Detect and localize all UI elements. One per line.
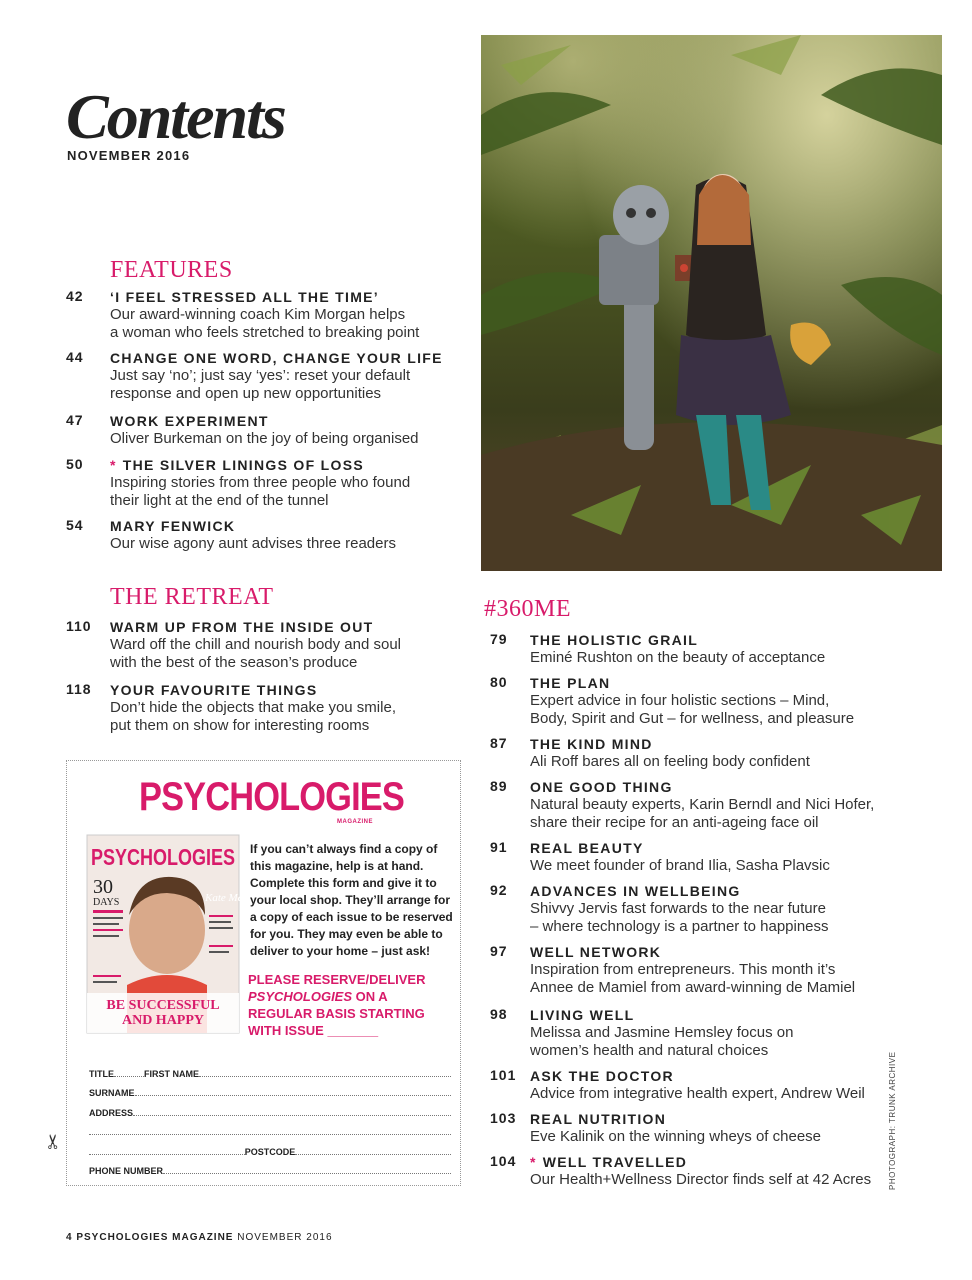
list-item[interactable] <box>66 456 410 510</box>
postcode-label: POSTCODE <box>244 1146 296 1157</box>
article-desc: a woman who feels stretched to breaking point <box>110 324 420 341</box>
article-desc: Just say ‘no’; just say ‘yes’: reset your default <box>110 367 411 384</box>
reservation-form[interactable] <box>42 760 461 1186</box>
article-desc: response and open up new opportunities <box>110 385 382 402</box>
article-desc: Ali Roff bares all on feeling body confident <box>530 753 810 770</box>
cover-masthead: PSYCHOLOGIES <box>91 844 235 870</box>
list-item[interactable] <box>490 1110 821 1146</box>
article-title: CHANGE ONE WORD, CHANGE YOUR LIFE <box>110 350 443 366</box>
feature-photo <box>481 35 942 571</box>
page-number: 50 <box>66 456 84 472</box>
page-number: 118 <box>66 681 92 697</box>
phone-field[interactable] <box>163 1173 451 1174</box>
article-title: THE HOLISTIC GRAIL <box>530 632 699 648</box>
scissors-icon: ✂ <box>42 1133 65 1150</box>
photo-credit: PHOTOGRAPH: TRUNK ARCHIVE <box>888 1051 897 1190</box>
article-desc: Don’t hide the objects that make you smile, <box>110 699 396 716</box>
article-title: WARM UP FROM THE INSIDE OUT <box>110 619 374 635</box>
cover-days-number: 30 <box>93 876 113 898</box>
list-item[interactable] <box>66 618 401 672</box>
star-icon: * <box>530 1154 537 1170</box>
article-title: REAL NUTRITION <box>530 1111 667 1127</box>
article-desc: Our Health+Wellness Director finds self at 42 Acres <box>530 1171 872 1188</box>
article-desc: Shivvy Jervis fast forwards to the near future <box>530 900 826 917</box>
page-number: 47 <box>66 412 84 428</box>
article-desc: share their recipe for an anti-ageing face oil <box>530 814 819 831</box>
page-number: 91 <box>490 839 508 855</box>
address-label: ADDRESS <box>89 1107 134 1118</box>
cover-days-label: DAYS <box>93 897 120 908</box>
phone-label: PHONE NUMBER <box>89 1166 164 1176</box>
cover-name: Kate Mara <box>205 892 253 904</box>
list-item[interactable] <box>490 1067 865 1103</box>
article-title: WELL NETWORK <box>530 944 662 960</box>
list-item[interactable] <box>66 288 419 342</box>
reserve-text: PLEASE RESERVE/DELIVER PSYCHOLOGIES ON A REGULAR BASIS STARTING WITH ISSUE _______ <box>248 972 426 1038</box>
page-number: 97 <box>490 943 508 959</box>
page-number: 104 <box>490 1153 517 1169</box>
page-number: 44 <box>66 349 84 365</box>
page-number: 103 <box>490 1110 517 1126</box>
page-number: 89 <box>490 778 508 794</box>
page-number: 110 <box>66 618 92 634</box>
page-number: 54 <box>66 517 84 533</box>
list-item[interactable] <box>490 674 854 728</box>
page-number: 4 <box>66 1232 73 1243</box>
address-field-line-3[interactable] <box>89 1154 245 1155</box>
address-field-line-2[interactable] <box>89 1134 451 1135</box>
features-heading: FEATURES <box>110 257 233 283</box>
page-number: 87 <box>490 735 508 751</box>
article-desc: – where technology is a partner to happiness <box>530 918 829 935</box>
list-item[interactable] <box>66 412 419 448</box>
list-item[interactable] <box>490 882 829 936</box>
article-title: ONE GOOD THING <box>530 779 673 795</box>
article-desc: Our award-winning coach Kim Morgan helps <box>110 306 406 323</box>
page-title: Contents <box>66 81 285 152</box>
page-number: 98 <box>490 1006 508 1022</box>
article-desc: Eminé Rushton on the beauty of acceptance <box>530 649 826 666</box>
surname-field[interactable] <box>135 1095 451 1096</box>
first-name-label: FIRST NAME <box>144 1068 199 1079</box>
form-fields <box>89 1059 451 1176</box>
article-title: LIVING WELL <box>530 1007 635 1023</box>
article-title: THE PLAN <box>530 675 611 691</box>
postcode-field[interactable] <box>295 1154 451 1155</box>
first-name-field[interactable] <box>199 1076 451 1077</box>
article-desc: Expert advice in four holistic sections – Mind, <box>530 692 830 709</box>
magazine-logo: PSYCHOLOGIES <box>139 775 404 819</box>
title-field[interactable] <box>114 1076 144 1077</box>
list-item[interactable] <box>66 681 396 735</box>
article-title: YOUR FAVOURITE THINGS <box>110 682 318 698</box>
page-number: 80 <box>490 674 508 690</box>
article-desc: their light at the end of the tunnel <box>110 492 329 509</box>
list-item[interactable] <box>66 517 396 553</box>
article-desc: Inspiring stories from three people who found <box>110 474 411 491</box>
article-desc: put them on show for interesting rooms <box>110 717 370 734</box>
magazine-cover <box>87 835 253 1033</box>
star-icon: * <box>110 457 117 473</box>
footer-date: NOVEMBER 2016 <box>237 1232 333 1243</box>
list-item[interactable] <box>490 735 810 771</box>
article-title: ASK THE DOCTOR <box>530 1068 674 1084</box>
article-desc: Advice from integrative health expert, Andrew Weil <box>530 1085 865 1102</box>
article-title: THE KIND MIND <box>530 736 653 752</box>
article-desc: We meet founder of brand Ilia, Sasha Plavsic <box>530 857 830 874</box>
list-item[interactable] <box>490 1006 793 1060</box>
article-desc: Inspiration from entrepreneurs. This month it’s <box>530 961 836 978</box>
form-intro: If you can’t always find a copy of this magazine, help is at hand. Complete this form and give it to your local shop. They’ll arrange for a copy of each issue to be reserved for you. They may even be able to deliver to your home – just ask! <box>250 842 453 958</box>
article-title: ‘I FEEL STRESSED ALL THE TIME’ <box>110 289 379 305</box>
list-item[interactable] <box>490 943 855 997</box>
article-desc: Ward off the chill and nourish body and soul <box>110 636 402 653</box>
article-desc: Eve Kalinik on the winning wheys of cheese <box>530 1128 822 1145</box>
page-number: 92 <box>490 882 508 898</box>
retreat-heading: THE RETREAT <box>110 584 274 610</box>
article-desc: Natural beauty experts, Karin Berndl and Nici Hofer, <box>530 796 875 813</box>
360me-heading: #360ME <box>484 596 571 622</box>
cover-banner-line-2: AND HAPPY <box>121 1013 205 1028</box>
article-desc: Annee de Mamiel from award-winning de Mamiel <box>530 979 856 996</box>
article-title: REAL BEAUTY <box>530 840 644 856</box>
article-desc: Melissa and Jasmine Hemsley focus on <box>530 1024 794 1041</box>
page-number: 79 <box>490 631 508 647</box>
page-number: 101 <box>490 1067 517 1083</box>
page-footer <box>66 1232 333 1243</box>
article-title: WORK EXPERIMENT <box>110 413 269 429</box>
article-desc: Oliver Burkeman on the joy of being organised <box>110 430 419 447</box>
cover-banner-line-1: BE SUCCESSFUL <box>106 998 220 1013</box>
article-title: MARY FENWICK <box>110 518 236 534</box>
list-item[interactable] <box>490 631 825 667</box>
article-desc: Body, Spirit and Gut – for wellness, and pleasure <box>530 710 855 727</box>
list-item[interactable] <box>490 1153 871 1189</box>
footer-magazine-name: PSYCHOLOGIES MAGAZINE <box>76 1232 234 1243</box>
article-title: ADVANCES IN WELLBEING <box>530 883 741 899</box>
page-number: 42 <box>66 288 84 304</box>
title-label: TITLE <box>89 1068 114 1079</box>
list-item[interactable] <box>490 839 830 875</box>
article-desc: women’s health and natural choices <box>530 1042 769 1059</box>
article-title: WELL TRAVELLED <box>542 1154 688 1170</box>
article-title: THE SILVER LININGS OF LOSS <box>122 457 364 473</box>
article-desc: Our wise agony aunt advises three readers <box>110 535 396 552</box>
list-item[interactable] <box>66 349 443 403</box>
issue-date: NOVEMBER 2016 <box>67 148 191 163</box>
surname-label: SURNAME <box>89 1088 135 1098</box>
list-item[interactable] <box>490 778 874 832</box>
address-field[interactable] <box>133 1115 451 1116</box>
magazine-logo-sub: MAGAZINE <box>337 819 373 825</box>
article-desc: with the best of the season’s produce <box>110 654 358 671</box>
